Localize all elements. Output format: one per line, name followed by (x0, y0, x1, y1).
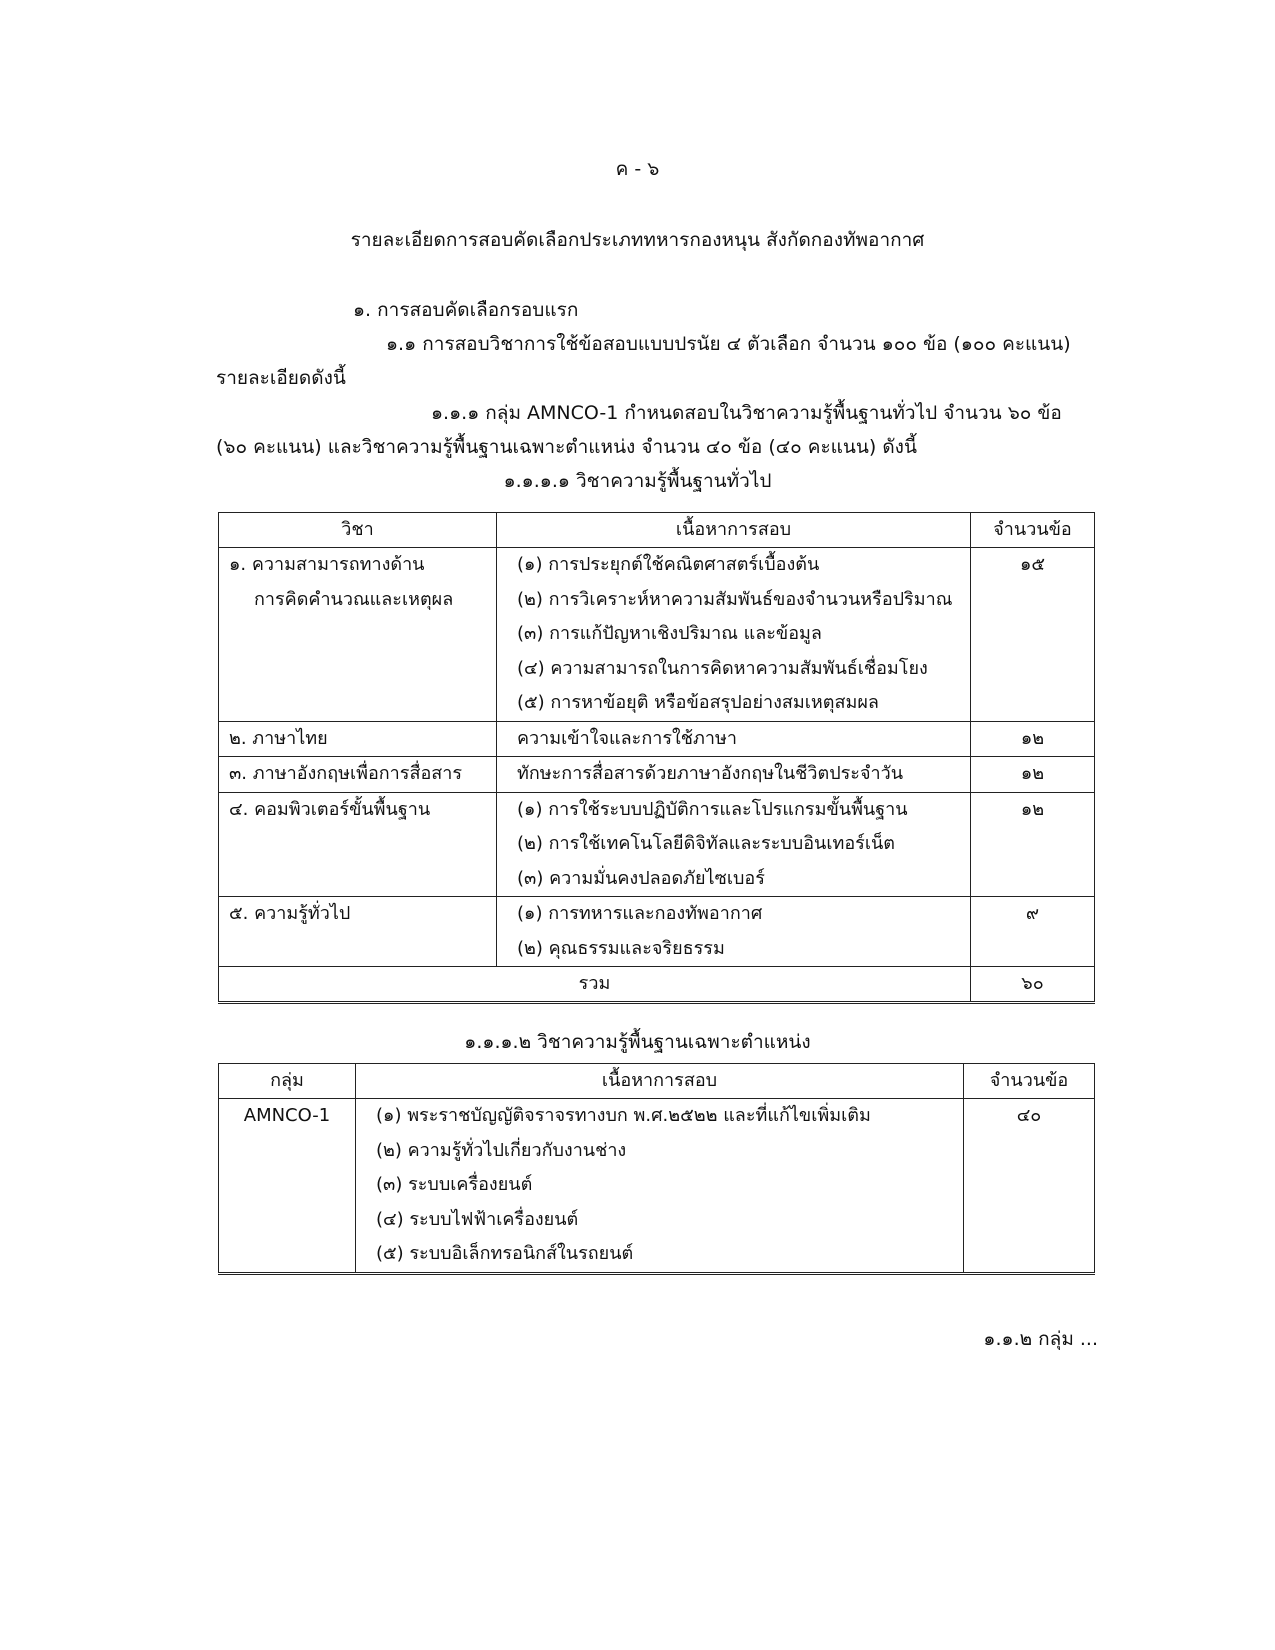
header-content: เนื้อหาการสอบ (497, 513, 971, 548)
subject-cell (219, 757, 497, 793)
content-item: (๓) ความมั่นคงปลอดภัยไซเบอร์ (517, 867, 765, 889)
count-value: ๑๕ (1019, 554, 1046, 575)
content-item: (๑) พระราชบัญญัติจราจรทางบก พ.ศ.๒๕๒๒ และที่แก้ไขเพิ่มเติม (376, 1105, 871, 1126)
header-count: จำนวนข้อ (964, 1064, 1095, 1099)
content-item: (๑) การใช้ระบบปฏิบัติการและโปรแกรมขั้นพื้นฐาน (517, 798, 908, 820)
count-cell (971, 897, 1095, 967)
header-count: จำนวนข้อ (971, 513, 1095, 548)
header-group: กลุ่ม (219, 1064, 356, 1099)
section-1-1-1-line2: (๖๐ คะแนน) และวิชาความรู้พื้นฐานเฉพาะตำแหน่ง จำนวน ๔๐ ข้อ (๔๐ คะแนน) ดังนี้ (216, 436, 917, 458)
content-item: (๑) การประยุกต์ใช้คณิตศาสตร์เบื้องต้น (517, 554, 820, 575)
subject-text: การคิดคำนวณและเหตุผล (254, 588, 454, 610)
table-row (219, 548, 1095, 722)
table-row (219, 757, 1095, 793)
count-value: ๑๒ (1020, 727, 1045, 749)
count-cell (964, 1099, 1095, 1274)
general-knowledge-table (218, 512, 1095, 1004)
content-item: (๔) ความสามารถในการคิดหาความสัมพันธ์เชื่อมโยง (517, 657, 928, 679)
table-row (219, 897, 1095, 967)
subject-text: ๑. ความสามารถทางด้าน (229, 554, 425, 575)
subject-cell (219, 897, 497, 967)
total-value: ๖๐ (971, 967, 1095, 1003)
section-1-1-line1: ๑.๑ การสอบวิชาการใช้ข้อสอบแบบปรนัย ๔ ตัวเลือก จำนวน ๑๐๐ ข้อ (๑๐๐ คะแนน) (386, 333, 1071, 355)
table-header-row (219, 1064, 1095, 1099)
content-cell (497, 548, 971, 722)
group-cell (219, 1099, 356, 1274)
count-value: ๔๐ (1016, 1105, 1042, 1126)
subject-cell (219, 792, 497, 897)
content-item: (๔) ระบบไฟฟ้าเครื่องยนต์ (376, 1208, 579, 1230)
continuation-note: ๑.๑.๒ กลุ่ม ... (983, 1328, 1098, 1350)
content-item: (๕) การหาข้อยุติ หรือข้อสรุปอย่างสมเหตุสมผล (517, 692, 879, 713)
subject-text: ๒. ภาษาไทย (229, 727, 328, 749)
document-title: รายละเอียดการสอบคัดเลือกประเภททหารกองหนุน สังกัดกองทัพอากาศ (350, 229, 925, 251)
table-row (219, 721, 1095, 757)
content-item: (๒) ความรู้ทั่วไปเกี่ยวกับงานช่าง (376, 1139, 627, 1161)
content-item: (๒) การใช้เทคโนโลยีดิจิทัลและระบบอินเทอร์เน็ต (517, 833, 895, 854)
section-1-1-line2: รายละเอียดดังนี้ (216, 367, 346, 389)
table2-caption: ๑.๑.๑.๒ วิชาความรู้พื้นฐานเฉพาะตำแหน่ง (464, 1031, 811, 1053)
table1-caption: ๑.๑.๑.๑ วิชาความรู้พื้นฐานทั่วไป (503, 470, 772, 492)
count-cell (971, 548, 1095, 722)
total-label: รวม (219, 967, 971, 1003)
count-cell (971, 792, 1095, 897)
position-specific-table (218, 1063, 1095, 1275)
content-item: (๑) การทหารและกองทัพอากาศ (517, 903, 763, 924)
content-item: (๓) การแก้ปัญหาเชิงปริมาณ และข้อมูล (517, 623, 822, 644)
group-value: AMNCO-1 (243, 1105, 331, 1126)
count-value: ๑๒ (1020, 763, 1045, 784)
content-cell (497, 721, 971, 757)
section-1-1-1-line1: ๑.๑.๑ กลุ่ม AMNCO-1 กำหนดสอบในวิชาความรู้พื้นฐานทั่วไป จำนวน ๖๐ ข้อ (431, 402, 1062, 424)
content-item: (๒) คุณธรรมและจริยธรรม (517, 937, 725, 959)
count-cell (971, 721, 1095, 757)
content-item: (๒) การวิเคราะห์หาความสัมพันธ์ของจำนวนหรือปริมาณ (517, 588, 953, 610)
table-row (219, 1099, 1095, 1274)
content-cell (497, 757, 971, 793)
subject-text: ๓. ภาษาอังกฤษเพื่อการสื่อสาร (229, 763, 463, 784)
total-row (219, 967, 1095, 1003)
subject-cell (219, 721, 497, 757)
content-cell (497, 897, 971, 967)
count-value: ๙ (1025, 903, 1040, 924)
page-number: ค - ๖ (615, 158, 660, 180)
table-row (219, 792, 1095, 897)
content-cell (497, 792, 971, 897)
count-value: ๑๒ (1020, 798, 1045, 820)
header-subject: วิชา (219, 513, 497, 548)
count-cell (971, 757, 1095, 793)
table-header-row (219, 513, 1095, 548)
content-item: (๓) ระบบเครื่องยนต์ (376, 1174, 533, 1195)
content-cell (356, 1099, 964, 1274)
section-1-heading: ๑. การสอบคัดเลือกรอบแรก (353, 299, 579, 321)
header-content: เนื้อหาการสอบ (356, 1064, 964, 1099)
content-item: ทักษะการสื่อสารด้วยภาษาอังกฤษในชีวิตประจำวัน (517, 763, 904, 784)
content-item: ความเข้าใจและการใช้ภาษา (517, 727, 737, 749)
content-item: (๕) ระบบอิเล็กทรอนิกส์ในรถยนต์ (376, 1243, 634, 1264)
subject-text: ๕. ความรู้ทั่วไป (229, 903, 351, 924)
subject-text: ๔. คอมพิวเตอร์ขั้นพื้นฐาน (229, 798, 431, 820)
subject-cell (219, 548, 497, 722)
